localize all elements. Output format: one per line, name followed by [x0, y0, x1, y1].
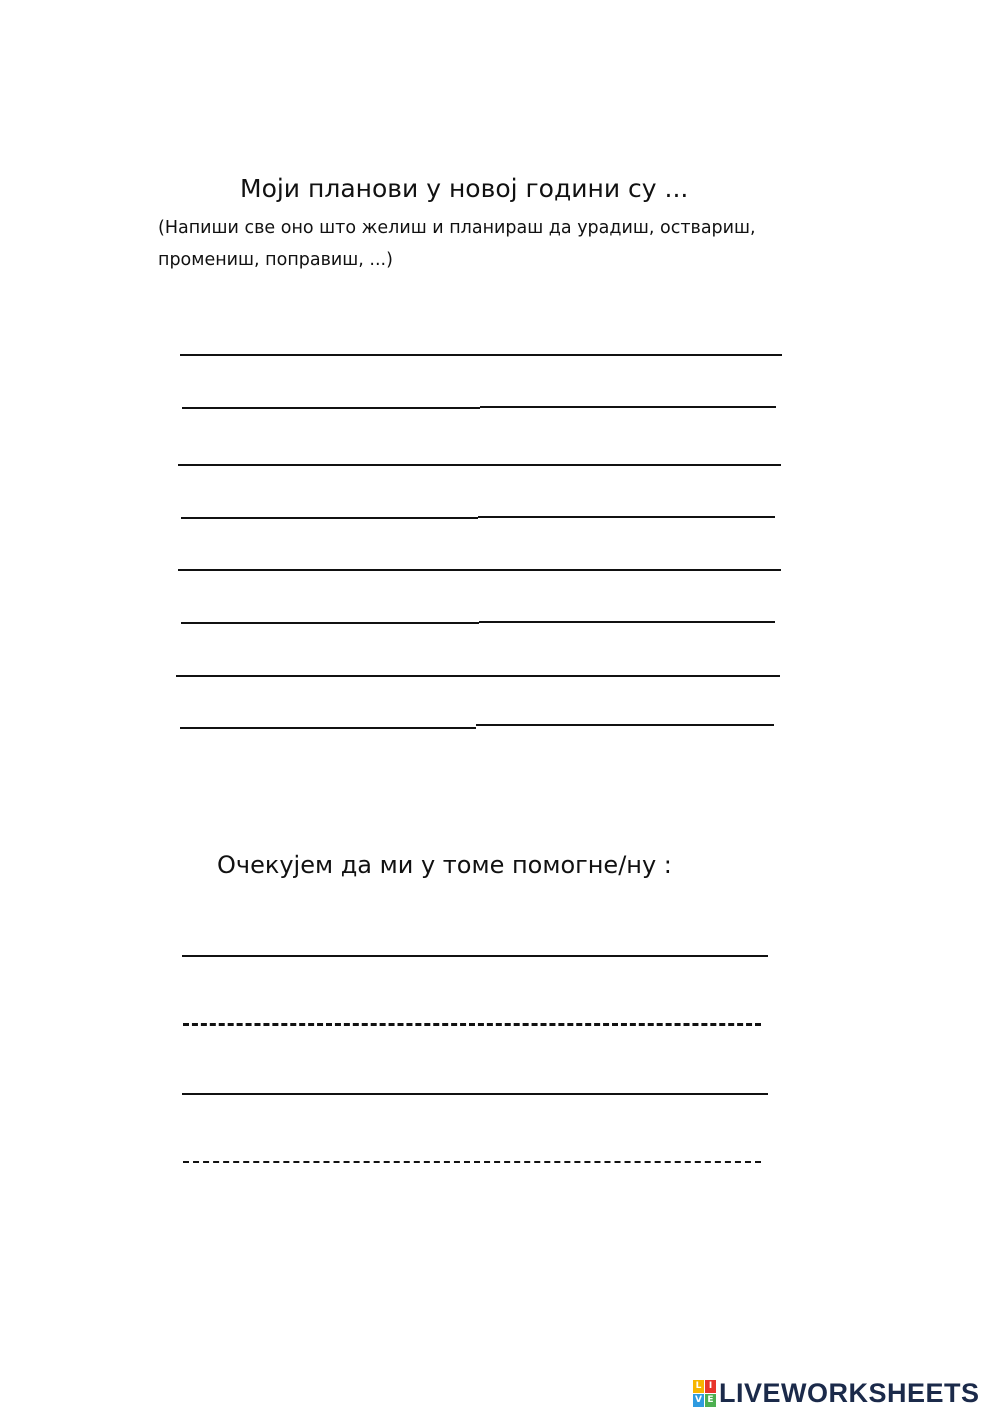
expect-heading: Очекујем да ми у томе помогне/ну : — [217, 851, 672, 879]
plans-answer-line[interactable] — [181, 622, 479, 624]
logo-text: LIVEWORKSHEETS — [719, 1378, 980, 1408]
plans-answer-line[interactable] — [480, 406, 776, 408]
plans-answer-line[interactable] — [479, 621, 775, 623]
helper-answer-line[interactable] — [182, 955, 768, 957]
worksheet-title: Моји планови у новој години су ... — [240, 174, 689, 203]
logo-block: I — [705, 1380, 716, 1393]
helper-answer-line-dashed[interactable] — [183, 1023, 761, 1026]
logo-block: E — [705, 1394, 716, 1407]
plans-answer-line[interactable] — [180, 354, 782, 356]
logo-block: V — [693, 1394, 704, 1407]
plans-answer-line[interactable] — [176, 675, 780, 677]
plans-answer-line[interactable] — [181, 517, 478, 519]
helper-answer-line-dashed[interactable] — [183, 1161, 761, 1163]
logo-mark-icon — [693, 1380, 716, 1407]
worksheet-instruction: (Напиши све оно што желиш и планираш да урадиш, оствариш, промениш, поправиш, ...) — [158, 218, 756, 270]
plans-answer-line[interactable] — [178, 569, 781, 571]
plans-answer-line[interactable] — [180, 727, 476, 729]
helper-answer-line[interactable] — [182, 1093, 768, 1095]
liveworksheets-logo — [693, 1378, 980, 1408]
plans-answer-line[interactable] — [178, 464, 781, 466]
logo-block: L — [693, 1380, 704, 1393]
plans-answer-line[interactable] — [476, 724, 774, 726]
plans-answer-line[interactable] — [182, 407, 480, 409]
plans-answer-line[interactable] — [478, 516, 775, 518]
